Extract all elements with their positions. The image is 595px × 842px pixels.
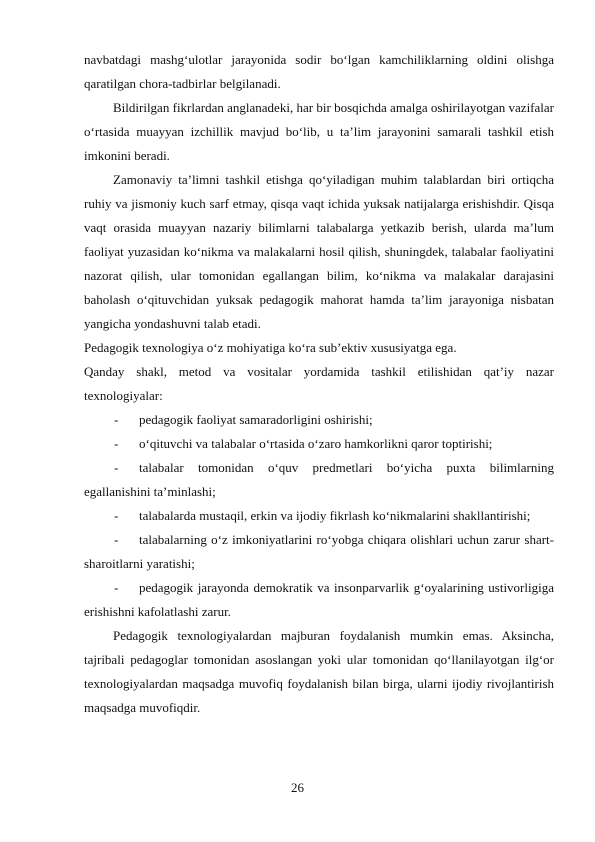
paragraph-technologies-lead: Qanday shakl, metod va vositalar yordamida tashkil etilishidan qat’iy nazar texnologiyalar: — [84, 364, 554, 403]
page-number: 26 — [291, 780, 304, 795]
paragraph-intro: navbatdagi mashg‘ulotlar jarayonida sodir bo‘lgan kamchiliklarning oldini olishga qaratilgan chora-tadbirlar belgilanadi. — [84, 52, 554, 91]
list-item — [84, 504, 554, 528]
document-page — [84, 48, 554, 720]
bullet-text: talabalarning o‘z imkoniyatlarini ro‘yobga chiqara olishlari uchun zarur shart-sharoitlarni yaratishi; — [84, 532, 554, 571]
bullet-dash: - — [114, 532, 119, 547]
list-item — [84, 456, 554, 504]
list-item — [84, 528, 554, 576]
bullet-dash: - — [114, 412, 119, 427]
paragraph-closing: Pedagogik texnologiyalardan majburan foydalanish mumkin emas. Aksincha, tajribali pedagoglar tomonidan asoslangan yoki ular tomonidan qo‘llanilayotgan ilg‘or texnologiyalardan maqsadga muvofiq foydalanish bilan birga, ularni ijodiy rivojlantirish maqsadga muvofiqdir. — [84, 628, 554, 715]
list-item — [84, 432, 554, 456]
bullet-dash: - — [114, 508, 119, 523]
list-item — [84, 408, 554, 432]
bullet-dash: - — [114, 460, 119, 475]
paragraph-sequence: Bildirilgan fikrlardan anglanadeki, har bir bosqichda amalga oshirilayotgan vazifalar o‘rtasida muayyan izchillik mavjud bo‘lib, u ta’lim jarayonini samarali tashkil etish imkonini beradi. — [84, 100, 554, 163]
bullet-dash: - — [114, 580, 119, 595]
bullet-text: talabalar tomonidan o‘quv predmetlari bo‘yicha puxta bilimlarning egallanishini ta’minlashi; — [84, 460, 554, 499]
bullet-text: o‘qituvchi va talabalar o‘rtasida o‘zaro hamkorlikni qaror toptirishi; — [139, 436, 493, 451]
bullet-text: pedagogik jarayonda demokratik va insonparvarlik g‘oyalarining ustivorligiga erishishni kafolatlashi zarur. — [84, 580, 554, 619]
list-item — [84, 576, 554, 624]
bullet-text: talabalarda mustaqil, erkin va ijodiy fikrlash ko‘nikmalarini shakllantirishi; — [139, 508, 531, 523]
bullet-dash: - — [114, 436, 119, 451]
bullet-text: pedagogik faoliyat samaradorligini oshirishi; — [139, 412, 373, 427]
paragraph-subjective: Pedagogik texnologiya o‘z mohiyatiga ko‘ra sub’ektiv xususiyatga ega. — [84, 340, 457, 355]
bullet-list — [84, 408, 554, 624]
paragraph-modern-education: Zamonaviy ta’limni tashkil etishga qo‘yiladigan muhim talablardan biri ortiqcha ruhiy va jismoniy kuch sarf etmay, qisqa vaqt ichida yuksak natijalarga erishishdir. Qisqa vaqt orasida muayyan nazariy bilimlarni talabalarga yetkazib berish, ularda ma’lum faoliyat yuzasidan ko‘nikma va malakalarni hosil qilish, shuningdek, talabalar faoliyatini nazorat qilish, ular tomonidan egallangan bilim, ko‘nikma va malakalar darajasini baholash o‘qituvchidan yuksak pedagogik mahorat hamda ta’lim jarayoniga nisbatan yangicha yondashuvni talab etadi. — [84, 172, 554, 331]
